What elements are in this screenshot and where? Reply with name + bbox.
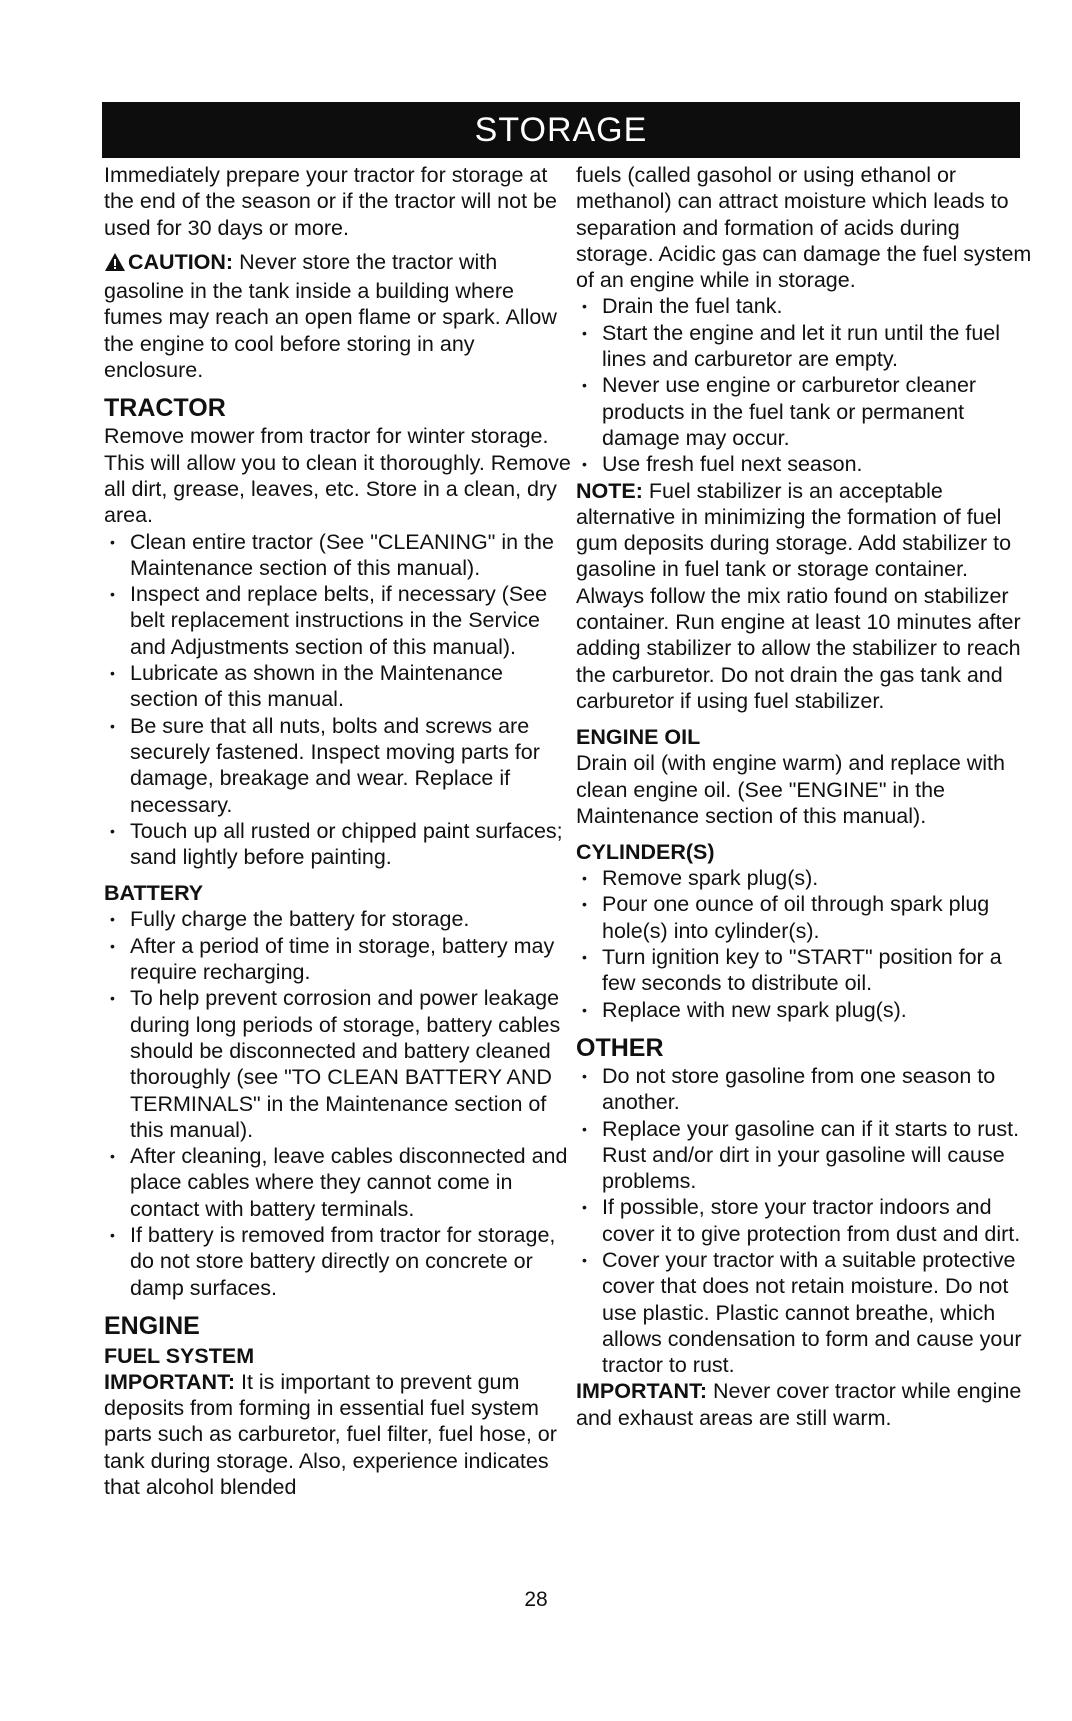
battery-heading: BATTERY [104,881,204,906]
list-item [104,529,574,582]
engine-oil-paragraph: Drain oil (with engine warm) and replace with clean engine oil. (See "ENGINE" in the Maintenance section of this manual). [576,751,1005,828]
list-item-text: After a period of time in storage, battery may require recharging. [130,933,555,985]
tractor-heading: TRACTOR [104,394,226,423]
list-item-text: Be sure that all nuts, bolts and screws are securely fastened. Inspect moving parts for damage, breakage and wear. Replace if necessary. [130,713,540,817]
list-item-text: Turn ignition key to "START" position for a few seconds to distribute oil. [602,945,1002,996]
tractor-list [104,529,574,871]
battery-list [104,906,574,1300]
list-item-text: Never use engine or carburetor cleaner products in the fuel tank or permanent damage may occur. [602,373,977,450]
list-item-text: Inspect and replace belts, if necessary (See belt replacement instructions in the Service and Adjustments section of this manual). [130,582,548,659]
left-column [104,162,574,1500]
important-label: IMPORTANT: [104,1369,235,1394]
list-item [576,944,1036,997]
list-item [576,1116,1036,1195]
bullet-icon: • [582,456,587,473]
list-item-text: To help prevent corrosion and power leakage during long periods of storage, battery cables should be disconnected and battery cleaned thoroughly (see "TO CLEAN BATTERY AND TERMINALS" in the Maintenance section of this manual). [130,986,561,1142]
bullet-icon: • [582,1199,587,1216]
bullet-icon: • [110,1148,115,1165]
important-text: Never cover tractor while engine and exhaust areas are still warm. [576,1379,1022,1430]
list-item [576,451,1036,477]
list-item [104,713,574,818]
list-item [104,985,574,1143]
caution-label: CAUTION: [128,249,234,274]
list-item-text: Drain the fuel tank. [602,294,783,319]
bullet-icon: • [582,1120,587,1137]
list-item-text: Fully charge the battery for storage. [130,907,470,932]
list-item [104,906,574,932]
bullet-icon: • [110,911,115,928]
list-item-text: If possible, store your tractor indoors and cover it to give protection from dust and dirt. [602,1195,1021,1246]
important-text: It is important to prevent gum deposits from forming in essential fuel system parts such as carburetor, fuel filter, fuel hose, or tank during storage. Also, experience indicates that alcohol blended [104,1369,557,1500]
bullet-icon: • [110,665,115,682]
list-item [576,320,1036,373]
tractor-paragraph: Remove mower from tractor for winter storage. This will allow you to clean it thoroughly. Remove all dirt, grease, leaves, etc. Store in a clean, dry area. [104,424,571,528]
intro-paragraph: Immediately prepare your tractor for storage at the end of the season or if the tractor will not be used for 30 days or more. [104,163,557,240]
list-item [104,581,574,660]
list-item-text: Do not store gasoline from one season to another. [602,1063,996,1115]
bullet-icon: • [582,896,587,913]
other-list [576,1063,1036,1379]
bullet-icon: • [110,533,115,550]
list-item [104,933,574,986]
cylinders-list [576,865,1036,1023]
list-item-text: After cleaning, leave cables disconnected and place cables where they cannot come in contact with battery terminals. [130,1144,568,1221]
bullet-icon: • [582,949,587,966]
list-item [104,1222,574,1301]
list-item [576,865,1036,891]
fuel-system-heading: FUEL SYSTEM [104,1343,255,1368]
bullet-icon: • [110,937,115,954]
bullet-icon: • [110,717,115,734]
list-item-text: Replace your gasoline can if it starts to rust. Rust and/or dirt in your gasoline will cause problems. [602,1116,1020,1194]
section-header-bar [102,102,1020,158]
list-item [576,891,1036,944]
right-column [576,162,1036,1431]
bullet-icon: • [110,586,115,603]
fuel-continued-paragraph: fuels (called gasohol or using ethanol or methanol) can attract moisture which leads to separation and formation of acids during storage. Acidic gas can damage the fuel system of an engine while in storage. [576,163,1032,293]
list-item-text: Lubricate as shown in the Maintenance section of this manual. [130,661,503,712]
caution-text: Never store the tractor with gasoline in the tank inside a building where fumes may reach an open flame or spark. Allow the engine to cool before storing in any enclosure. [104,249,557,383]
other-important-paragraph [576,1378,1036,1431]
list-item-text: Clean entire tractor (See "CLEANING" in the Maintenance section of this manual). [130,529,554,580]
list-item [104,818,574,871]
list-item-text: Replace with new spark plug(s). [602,997,907,1022]
list-item-text: Cover your tractor with a suitable protective cover that does not retain moisture. Do not use plastic. Plastic cannot breathe, which allows condensation to form and cause your tractor to rust. [602,1247,1022,1378]
note-label: NOTE: [576,478,643,503]
list-item-text: If battery is removed from tractor for storage, do not store battery directly on concrete or damp surfaces. [130,1222,556,1300]
list-item [576,997,1036,1023]
fuel-important-paragraph [104,1369,574,1500]
caution-paragraph [104,249,574,383]
engine-heading: ENGINE [104,1311,200,1340]
list-item-text: Start the engine and let it run until the fuel lines and carburetor are empty. [602,320,1001,372]
list-item-text: Touch up all rusted or chipped paint surfaces; sand lightly before painting. [130,818,563,870]
list-item [104,660,574,713]
page-number: 28 [524,1588,548,1611]
list-item-text: Use fresh fuel next season. [602,452,863,477]
engine-oil-heading: ENGINE OIL [576,725,701,750]
list-item [576,372,1036,451]
page-title: STORAGE [474,110,648,149]
bullet-icon: • [582,1251,587,1268]
bullet-icon: • [582,324,587,341]
list-item-text: Pour one ounce of oil through spark plug hole(s) into cylinder(s). [602,892,990,943]
fuel-list [576,293,1036,477]
bullet-icon: • [110,990,115,1007]
list-item [576,1247,1036,1378]
list-item-text: Remove spark plug(s). [602,866,819,891]
note-paragraph [576,478,1036,715]
list-item [104,1143,574,1222]
list-item [576,1194,1036,1247]
list-item [576,293,1036,319]
bullet-icon: • [582,1001,587,1018]
bullet-icon: • [582,870,587,887]
cylinders-heading: CYLINDER(S) [576,840,715,865]
important-label: IMPORTANT: [576,1379,707,1404]
list-item [576,1063,1036,1116]
bullet-icon: • [110,822,115,839]
bullet-icon: • [582,1067,587,1084]
bullet-icon: • [110,1226,115,1243]
bullet-icon: • [582,377,587,394]
bullet-icon: • [582,298,587,315]
note-text: Fuel stabilizer is an acceptable alternative in minimizing the formation of fuel gum deposits during storage. Add stabilizer to gasoline in fuel tank or storage container. Always follow the mix ratio found on stabilizer container. Run engine at least 10 minutes after adding stabilizer to allow the stabilizer to reach the carburetor. Do not drain the gas tank and carburetor if using fuel stabilizer. [576,478,1021,713]
warning-triangle-icon [104,252,126,278]
other-heading: OTHER [576,1033,664,1062]
